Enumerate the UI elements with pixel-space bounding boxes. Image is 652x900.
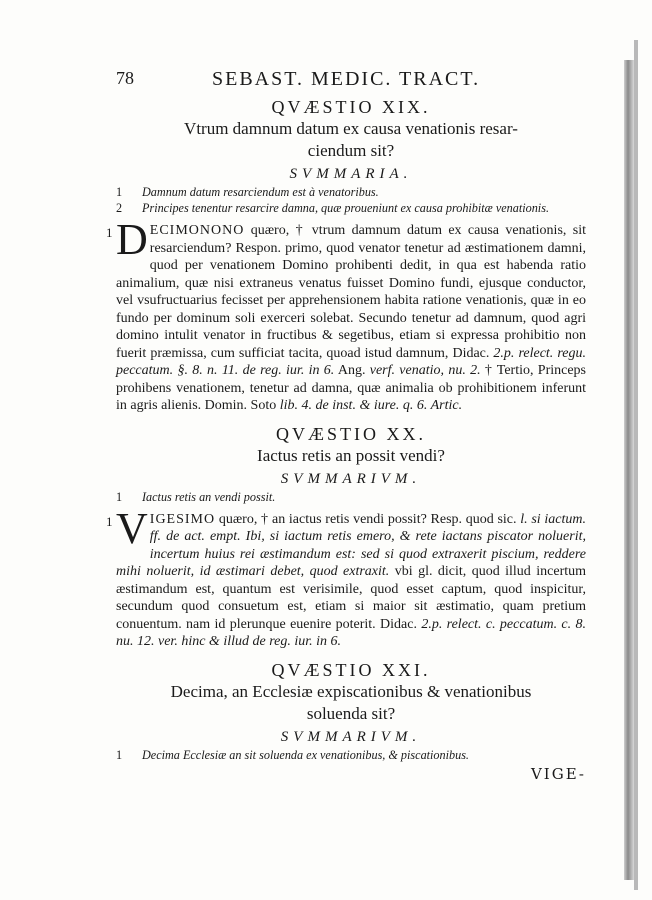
question-19-line-1: Vtrum damnum datum ex causa venationis resar- (184, 119, 518, 138)
body-text: † Tertio, Princeps prohibens venationem, tenetur ad damna, quæ animalia ob prohibitionem inferunt in agris alienis. Domin. Soto (116, 363, 586, 413)
page-number: 78 (116, 68, 134, 88)
drop-cap: D (116, 215, 148, 264)
summary-label: SVMMARIVM. (280, 728, 422, 745)
running-title: SEBAST. MEDIC. TRACT. (212, 68, 481, 90)
summary-item-text: Damnum datum resarciendum est à venatoribus. (142, 185, 379, 199)
summary-item (116, 747, 586, 763)
catchword: VIGE- (530, 764, 586, 783)
paragraph-number: 1 (106, 513, 113, 529)
citation: lib. 4. de inst. & iure. q. 6. Artic. (279, 398, 463, 413)
summary-item-text: Decima Ecclesiæ an sit soluenda ex venationibus, & piscationibus. (142, 747, 469, 762)
citation: 2.p. relect. c. peccatum. c. 8. nu. 12. ver. hinc & illud de reg. iur. in 6. (116, 616, 586, 649)
page-gutter (624, 60, 634, 880)
question-21-line-2: soluenda sit? (306, 703, 396, 723)
question-19-line-2: ciendum sit? (307, 141, 395, 160)
question-19-body (106, 215, 586, 415)
citation: l. si iactum. ff. de act. empt. Ibi, si iactum retis emero, & rete iactans piscator noluerit, incertum huius rei æstimandum est: sed si quod extraxerit piscium, reddere mihi noluerit, id æstimari debet, quod extraxit. (116, 511, 586, 579)
text-block (106, 68, 587, 783)
citation: verf. venatio, nu. 2. (369, 363, 481, 378)
summary-item-text: Iactus retis an vendi possit. (142, 489, 276, 504)
summary-item (116, 200, 586, 216)
question-19-title: QVÆSTIO XIX. (271, 97, 431, 117)
body-text: quæro, † vtrum damnum datum ex causa venationis, sit resarciendum? Respon. primo, quod venator tenetur ad æstimationem damni, quod per venationem Domino prohibenti dedit, in qua est habenda ratio animalium, quæ nisi extraneus venatus fuisset Domino fundi, ejusque conductor, vel vsufructuarius fecisset per apprehensionem habita ratione venationis, quæ in eo fundo per dominum soli exerceri solebat. Secundo tenetur ad damnum, quod agri domino intulit venator in fructibus & segetibus, etiam si expressa prohibitio non fuerit præmissa, cum sufficiat tacita, quoad istud damnum, Didac. (116, 223, 586, 361)
summary-item (116, 184, 586, 200)
lead-word: ECIMONONO (149, 223, 245, 238)
body-text: vbi gl. dicit, quod illud incertum æstimandum est, quantum est verisimile, quod esset captum, quod inspicitur, secundum quod consuetum est, etiam si maior sit æstimatio, quam pretium conuentum. nam id plerunque euenire poterit. Didac. (116, 564, 587, 632)
question-20-title: QVÆSTIO XX. (276, 423, 426, 444)
summary-label: SVMMARIA. (289, 166, 413, 182)
summary-item-number: 1 (116, 185, 123, 199)
drop-cap: V (116, 503, 148, 553)
paragraph-number: 1 (106, 225, 113, 240)
body-text: quæro, † an iactus retis vendi possit? Resp. quod sic. (215, 511, 521, 527)
citation: 2.p. relect. regu. peccatum. §. 8. n. 11. de reg. iur. in 6. (116, 345, 586, 378)
lead-word: IGESIMO (149, 511, 216, 527)
summary-item (116, 489, 586, 505)
summary-item-text: Principes tenentur resarcire damna, quæ proueniunt ex causa prohibitæ venationis. (142, 201, 549, 215)
summary-item-number: 1 (116, 489, 123, 504)
summary-item-number: 1 (116, 747, 123, 762)
question-21-title: QVÆSTIO XXI. (271, 659, 431, 680)
body-text: Ang. (334, 363, 370, 378)
page-edge (634, 40, 638, 890)
question-21-line-1: Decima, an Ecclesiæ expiscationibus & venationibus (170, 681, 532, 701)
running-head (116, 68, 586, 96)
question-20-line: Iactus retis an possit vendi? (257, 445, 445, 465)
summary-item-number: 2 (116, 201, 123, 215)
summary-label: SVMMARIVM. (280, 470, 422, 487)
question-20-body (106, 503, 587, 651)
